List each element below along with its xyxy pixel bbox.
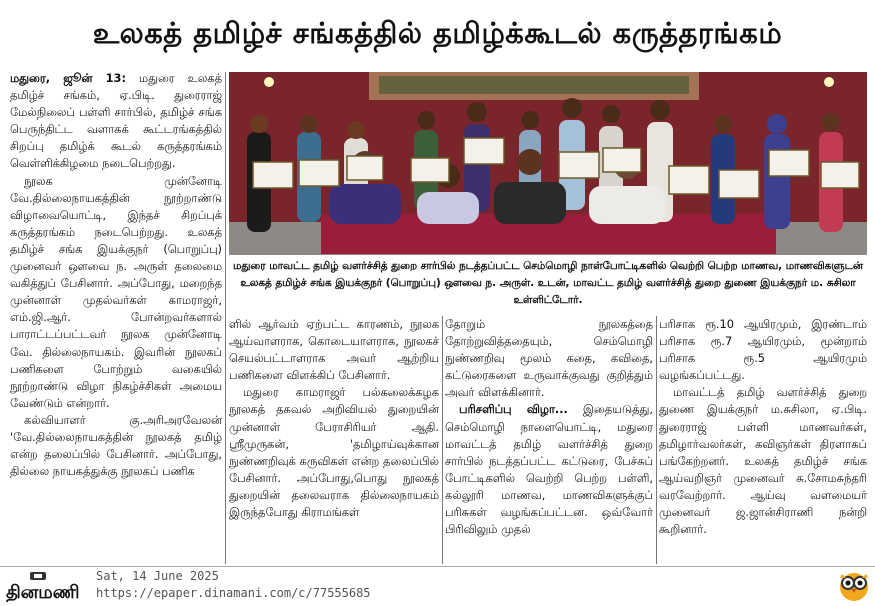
column-divider (442, 316, 443, 564)
dateline: மதுரை, ஜூன் 13: (10, 71, 127, 85)
article-column-2 (229, 316, 439, 564)
column-divider (225, 72, 226, 564)
dinamani-logo[interactable] (4, 572, 90, 602)
column-divider (656, 316, 657, 564)
paragraph: பரிசாக ரூ.10 ஆயிரமும், இரண்டாம் பரிசாக ரூ.7 ஆயிரமும், மூன்றாம் பரிசாக ரூ.5 ஆயிரமும் வழங்கப்பட்டது. (659, 317, 867, 383)
edition-date: Sat, 14 June 2025 (96, 569, 219, 583)
headline: உலகத் தமிழ்ச் சங்கத்தில் தமிழ்க்கூடல் கருத்தரங்கம் (92, 16, 783, 50)
paragraph: கல்வியாளர் கு.அரிஅரவேலன் 'வே.தில்லைநாயகத்தின் நூலகத் தமிழ் என்ற தலைப்பில் பேசினார். அப்போது, தில்லை நாயகத்துக்கு நூலகப் பணிக (10, 412, 222, 479)
article-column-4 (659, 316, 867, 564)
newspaper-logo-icon (4, 572, 90, 602)
paragraph: ளில் ஆர்வம் ஏற்பட்ட காரணம், நூலக ஆய்வாளராக, கொடையாளராக, நூலகச் செயல்பட்டாளராக அவர் ஆற்றிய பணிகளை விளக்கிப் பேசினார். (229, 317, 439, 383)
lead-paragraph: மதுரை, ஜூன் 13: மதுரை உலகத் தமிழ்ச் சங்கம், ஏ.பிடி. துரைராஜ் மேல்நிலைப் பள்ளி சார்பில், தமிழ்ச் சங்க பெருந்திட்ட வளாகக் கூட்டரங்கத்தில் சிறப்பு தமிழ்க் கூடல் கருத்தரங்கம் வெள்ளிக்கிழமை நடைபெற்றது. (10, 71, 222, 171)
article-column-1 (10, 70, 222, 564)
group-photo-illustration (229, 72, 867, 255)
svg-text:தினமணி: தினமணி (6, 582, 80, 602)
owl-icon[interactable] (836, 566, 872, 602)
paragraph: பரிசளிப்பு விழா... இதையடுத்து, செம்மொழி நாளையொட்டி, மதுரை மாவட்டத் தமிழ் வளர்ச்சித் துறை சார்பில் நடத்தப்பட்ட கட்டுரை, பேச்சுப் போட்டிகளில் வெற்றி பெற்ற பள்ளி, கல்லூரி மாணவ, மாணவிகளுக்குப் பரிசுகள் வழங்கப்பட்டன. ஒவ்வோர் பிரிவிலும் முதல் (445, 402, 653, 537)
paragraph: மாவட்டத் தமிழ் வளர்ச்சித் துறை துணை இயக்குநர் ம.சுசிலா, ஏ.பிடி. துரைராஜ் பள்ளி மாணவர்கள், தமிழார்வலர்கள், கவிஞர்கள் திரளாகப் பங்கேற்றனர். உலகத் தமிழ்ச் சங்க ஆய்வறிஞர் முனைவர் சு.சோமசுந்தரி வரவேற்றார். ஆய்வு வளமையர் முனைவர் ஜ.ஜான்சிராணி நன்றி கூறினார். (659, 385, 867, 537)
owl-icon (836, 566, 872, 602)
news-photo (229, 72, 867, 255)
paragraph: நூலக முன்னோடி வே.தில்லைநாயகத்தின் நூற்றாண்டு விழாவையொட்டி, இந்தச் சிறப்புக் கருத்தரங்கம் நடைபெற்றது. உலகத் தமிழ்ச் சங்க இயக்குநர் (பொறுப்பு) முனைவர் ஔவை ந. அருள் தலைமை வகித்துப் பேசினார். அப்போது, மறைந்த முன்னாள் முதல்வர்கள் காமராஜர், எம்.ஜி.ஆர். போன்றவர்களால் பாராட்டப்பட்டவர் நூலக முன்னோடி வே. தில்லைநாயகம். இவரின் நூலகப் பணிகளை போற்றும் வகையில் நூற்றாண்டு விழா நிகழ்ச்சிகள் அமைய வேண்டும் என்றார். (10, 173, 222, 410)
article-column-3 (445, 316, 653, 564)
paragraph: தோறும் நூலகத்தை தோற்றுவித்ததையும், செம்மொழி நுண்ணறிவு மூலம் கதை, கவிதை, கட்டுரைகளை உருவாக்குவது குறித்தும் அவர் விளக்கினார். (445, 317, 653, 400)
epaper-url-link[interactable]: https://epaper.dinamani.com/c/77555685 (96, 586, 371, 600)
paragraph: மதுரை காமராஜர் பல்கலைக்கழக நூலகத் தகவல் அறிவியல் துறையின் முன்னாள் பேராசிரியர் ஆதி. ஸ்ரீமுருகன், 'தமிழாய்வுக்கான நுண்ணறிவுக் கருவிகள் என்ற தலைப்பில் பேசினார். அப்போது,பொது நூலகத் துறையின் தலைவராக தில்லைநாயகம் இருந்தபோது கிராமங்கள் (229, 385, 439, 520)
photo-caption: மதுரை மாவட்ட தமிழ் வளர்ச்சித் துறை சார்பில் நடத்தப்பட்ட செம்மொழி நாள்போட்டிகளில் வெற்றி பெற்ற மாணவ, மாணவிகளுடன் உலகத் தமிழ்ச் சங்க இயக்குநர் (பொறுப்பு) ஔவை ந. அருள். உடன், மாவட்ட தமிழ் வளர்ச்சித் துறை துணை இயக்குநர் ம. சுசிலா உள்ளிட்டோர். (233, 260, 863, 306)
subhead-prize: பரிசளிப்பு விழா... (459, 402, 568, 417)
